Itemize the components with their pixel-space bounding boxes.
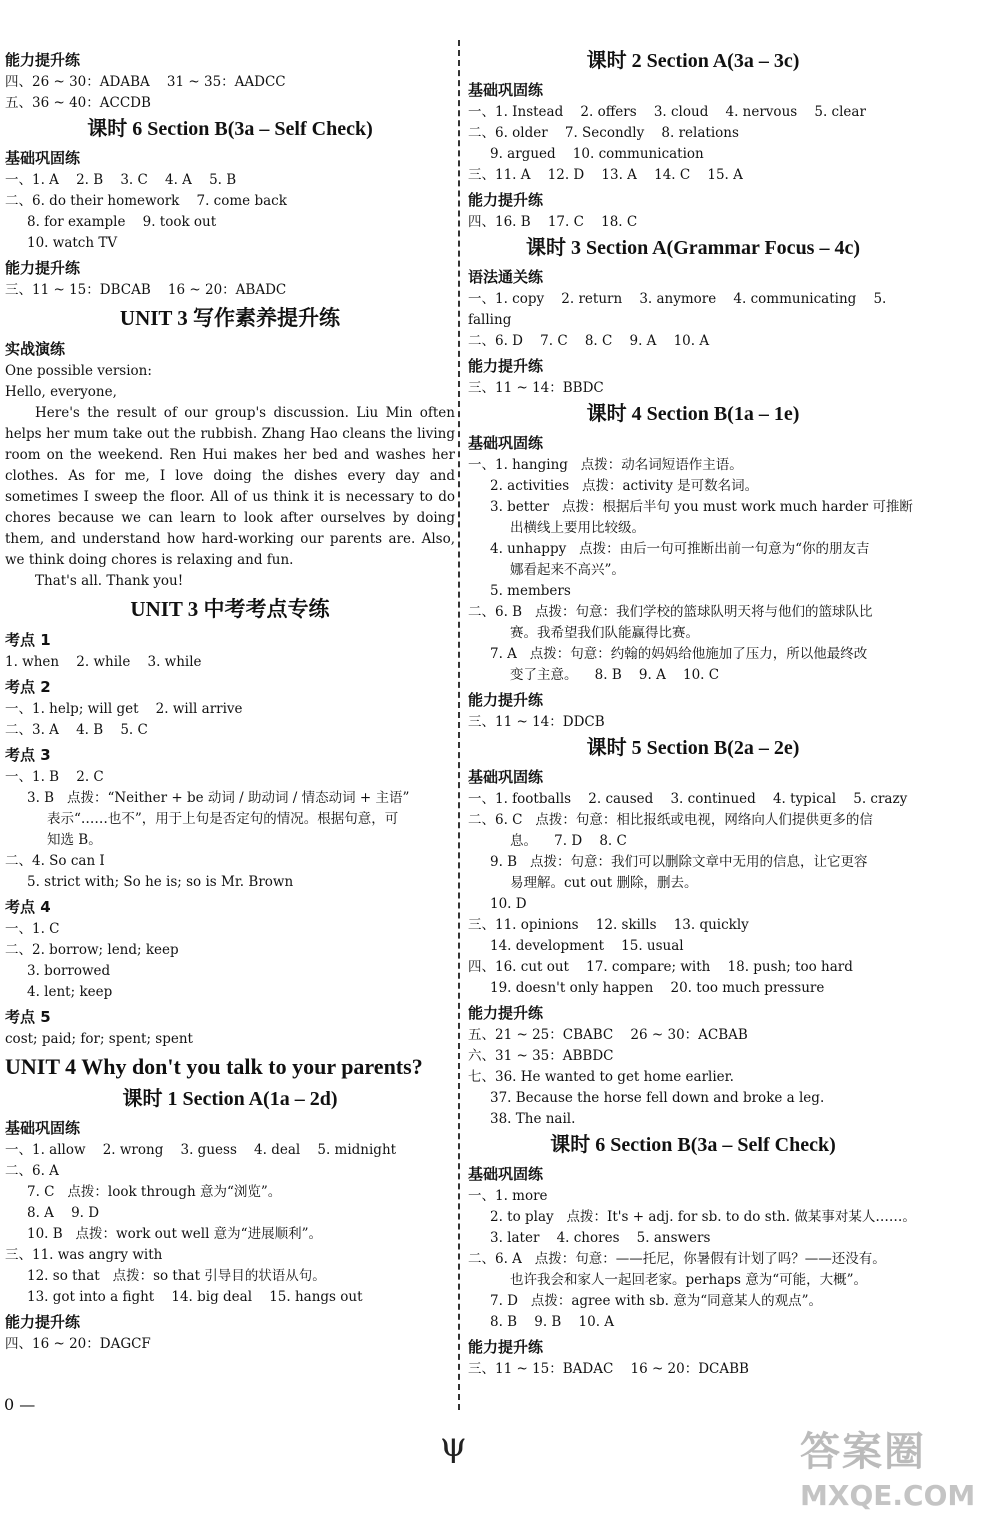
- answer-line: 七、36. He wanted to get home earlier.: [468, 1069, 734, 1085]
- answer-line: 三、11 ~ 15：BADAC 16 ~ 20：DCABB: [468, 1361, 749, 1377]
- section-label: 语法通关练: [468, 268, 544, 286]
- answer-line: 二、6. older 7. Secondly 8. relations: [468, 125, 739, 141]
- lesson-heading: 课时 1 Section A(1a – 2d): [122, 1088, 338, 1110]
- section-label: 基础巩固练: [468, 768, 544, 786]
- answer-line: 8. A 9. D: [27, 1205, 100, 1221]
- answer-line: 1. when 2. while 3. while: [5, 654, 202, 670]
- answer-line: 五、36 ~ 40：ACCDB: [5, 95, 151, 111]
- page-number-fragment: 0 —: [4, 1395, 36, 1414]
- essay-paragraph: Here's the result of our group's discussion. Liu Min often helps her mum take out the rubbish. Zhang Hao cleans the living room on the weekend. Ren Hui makes her bed and washes her clothes. As for me, I love doing the dishes every day and sometimes I sweep the floor. All of us think it is necessary to do chores because we can learn to look after ourselves by doing them, and understand how hard-working our parents are. Also, we think doing chores is relaxing and fun.: [5, 405, 455, 568]
- answer-line: 三、11 ~ 15：DBCAB 16 ~ 20：ABADC: [5, 282, 287, 298]
- answer-line: cost; paid; for; spent; spent: [5, 1031, 193, 1047]
- answer-line: Hello, everyone,: [5, 384, 117, 400]
- answer-line: 三、11. A 12. D 13. A 14. C 15. A: [468, 167, 743, 183]
- answer-line: 一、1. hanging 点拨：动名词短语作主语。: [468, 457, 743, 473]
- answer-line: 8. B 9. B 10. A: [490, 1314, 615, 1330]
- section-label: 能力提升练: [5, 1313, 81, 1331]
- answer-line: 10. watch TV: [27, 235, 118, 251]
- answer-line: One possible version:: [5, 363, 152, 379]
- answer-line: 三、11 ~ 14：BBDC: [468, 380, 604, 396]
- answer-line: 一、1. A 2. B 3. C 4. A 5. B: [5, 172, 237, 188]
- lesson-heading: 课时 3 Section A(Grammar Focus – 4c): [525, 237, 861, 259]
- answer-line: 二、6. A 点拨：句意：——托尼，你暑假有计划了吗？——还没有。: [468, 1251, 886, 1267]
- right-column: [468, 46, 918, 1380]
- answer-line: 一、1. more: [468, 1188, 548, 1204]
- watermark-logo: 答案圈: [800, 1429, 926, 1475]
- answer-line: 二、2. borrow; lend; keep: [5, 942, 179, 958]
- section-label: 能力提升练: [468, 691, 544, 709]
- lesson-heading: 课时 6 Section B(3a – Self Check): [87, 118, 373, 140]
- lesson-heading: 课时 2 Section A(3a – 3c): [586, 50, 800, 72]
- section-label: 基础巩固练: [468, 81, 544, 99]
- answer-line: 2. activities 点拨：activity 是可数名词。: [490, 478, 759, 494]
- answer-line: 三、11. was angry with: [5, 1247, 163, 1263]
- unit-heading: UNIT 3 中考考点专练: [130, 597, 330, 621]
- answer-line: 三、11. opinions 12. skills 13. quickly: [468, 917, 749, 933]
- answer-line: 10. B 点拨：work out well 意为“进展顺利”。: [27, 1226, 322, 1242]
- handwritten-mark: ψ: [440, 1425, 467, 1465]
- answer-line: 一、1. footballs 2. caused 3. continued 4. typical 5. crazy: [468, 791, 908, 807]
- answer-line: 3. B 点拨：“Neither + be 动词 / 助动词 / 情态动词 + 主语”: [27, 790, 410, 806]
- answer-line: 二、6. A: [5, 1163, 59, 1179]
- section-label: 实战演练: [5, 340, 66, 358]
- section-label: 考点 4: [5, 898, 51, 916]
- section-label: 能力提升练: [468, 1338, 544, 1356]
- answer-line: 37. Because the horse fell down and broke a leg.: [490, 1090, 825, 1106]
- answer-line: 四、16 ~ 20：DAGCF: [5, 1336, 151, 1352]
- answer-line: 3. better 点拨：根据后半句 you must work much harder 可推断: [490, 499, 913, 515]
- answer-line: 2. to play 点拨：It's + adj. for sb. to do sth. 做某事对某人……。: [490, 1209, 916, 1225]
- answer-line: 5. members: [490, 583, 571, 599]
- answer-line: 7. D 点拨：agree with sb. 意为“同意某人的观点”。: [490, 1293, 823, 1309]
- answer-continuation: 出横线上要用比较级。: [510, 520, 645, 536]
- section-label: 基础巩固练: [468, 1165, 544, 1183]
- answer-line: 一、1. allow 2. wrong 3. guess 4. deal 5. midnight: [5, 1142, 397, 1158]
- answer-continuation: 表示“……也不”，用于上句是否定句的情况。根据句意，可: [47, 811, 399, 827]
- watermark: [800, 1420, 990, 1520]
- answer-line: 一、1. C: [5, 921, 60, 937]
- answer-line: 二、6. do their homework 7. come back: [5, 193, 287, 209]
- answer-line: 二、3. A 4. B 5. C: [5, 722, 148, 738]
- section-label: 基础巩固练: [5, 1119, 81, 1137]
- answer-continuation: 知选 B。: [47, 832, 102, 848]
- answer-line: 13. got into a fight 14. big deal 15. hangs out: [27, 1289, 363, 1305]
- answer-line: 4. unhappy 点拨：由后一句可推断出前一句意为“你的朋友吉: [490, 541, 870, 557]
- answer-continuation: 易理解。cut out 删除，删去。: [510, 875, 698, 891]
- section-label: 能力提升练: [468, 357, 544, 375]
- answer-line: 7. C 点拨：look through 意为“浏览”。: [27, 1184, 282, 1200]
- section-label: 基础巩固练: [5, 149, 81, 167]
- answer-continuation: 赛。我希望我们队能赢得比赛。: [510, 625, 699, 641]
- answer-line: 二、6. D 7. C 8. C 9. A 10. A: [468, 333, 710, 349]
- answer-line: 19. doesn't only happen 20. too much pressure: [490, 980, 825, 996]
- answer-line: 四、16. cut out 17. compare; with 18. push; too hard: [468, 959, 853, 975]
- lesson-heading: 课时 5 Section B(2a – 2e): [586, 737, 800, 759]
- answer-line: 5. strict with; So he is; so is Mr. Brown: [27, 874, 294, 890]
- answer-continuation: 息。 7. D 8. C: [510, 833, 627, 849]
- answer-line: 二、4. So can I: [5, 853, 105, 869]
- answer-line: 3. later 4. chores 5. answers: [490, 1230, 711, 1246]
- answer-line: 六、31 ~ 35：ABBDC: [468, 1048, 614, 1064]
- section-label: 考点 5: [5, 1008, 51, 1026]
- answer-line: 二、6. C 点拨：句意：相比报纸或电视，网络向人们提供更多的信: [468, 812, 873, 828]
- answer-line: 38. The nail.: [490, 1111, 576, 1127]
- section-label: 考点 2: [5, 678, 51, 696]
- section-label: 能力提升练: [5, 51, 81, 69]
- lesson-heading: 课时 4 Section B(1a – 1e): [586, 403, 800, 425]
- answer-continuation: 变了主意。 8. B 9. A 10. C: [510, 667, 720, 683]
- answer-line: 一、1. help; will get 2. will arrive: [5, 701, 243, 717]
- answer-line: 8. for example 9. took out: [27, 214, 217, 230]
- answer-line: 四、26 ~ 30：ADABA 31 ~ 35：AADCC: [5, 74, 286, 90]
- answer-line: 一、1. copy 2. return 3. anymore 4. communicating 5. falling: [468, 291, 891, 328]
- section-label: 能力提升练: [468, 191, 544, 209]
- answer-line: 四、16. B 17. C 18. C: [468, 214, 638, 230]
- left-column: [5, 46, 455, 1355]
- answer-line: 五、21 ~ 25：CBABC 26 ~ 30：ACBAB: [468, 1027, 748, 1043]
- answer-line: 12. so that 点拨：so that 引导目的状语从句。: [27, 1268, 326, 1284]
- watermark-url: MXQE.COM: [800, 1479, 976, 1512]
- section-label: 能力提升练: [468, 1004, 544, 1022]
- answer-line: 二、6. B 点拨：句意：我们学校的篮球队明天将与他们的篮球队比: [468, 604, 873, 620]
- answer-line: 一、1. B 2. C: [5, 769, 104, 785]
- section-label: 考点 3: [5, 746, 51, 764]
- unit-heading: UNIT 4 Why don't you talk to your parents?: [5, 1054, 423, 1079]
- answer-line: 一、1. Instead 2. offers 3. cloud 4. nervous 5. clear: [468, 104, 866, 120]
- section-label: 基础巩固练: [468, 434, 544, 452]
- answer-line: 三、11 ~ 14：DDCB: [468, 714, 605, 730]
- section-label: 考点 1: [5, 631, 51, 649]
- answer-line: 4. lent; keep: [27, 984, 113, 1000]
- answer-line: 9. B 点拨：句意：我们可以删除文章中无用的信息，让它更容: [490, 854, 868, 870]
- section-label: 能力提升练: [5, 259, 81, 277]
- answer-line: 7. A 点拨：句意：约翰的妈妈给他施加了压力，所以他最终改: [490, 646, 868, 662]
- answer-line: 10. D: [490, 896, 527, 912]
- essay-paragraph: That's all. Thank you!: [35, 573, 184, 589]
- answer-continuation: 也许我会和家人一起回老家。perhaps 意为“可能，大概”。: [510, 1272, 867, 1288]
- column-divider: [458, 40, 460, 1410]
- answer-line: 3. borrowed: [27, 963, 111, 979]
- answer-line: 9. argued 10. communication: [490, 146, 704, 162]
- unit-heading: UNIT 3 写作素养提升练: [119, 306, 341, 330]
- lesson-heading: 课时 6 Section B(3a – Self Check): [550, 1134, 836, 1156]
- answer-continuation: 娜看起来不高兴”。: [510, 562, 625, 578]
- answer-line: 14. development 15. usual: [490, 938, 684, 954]
